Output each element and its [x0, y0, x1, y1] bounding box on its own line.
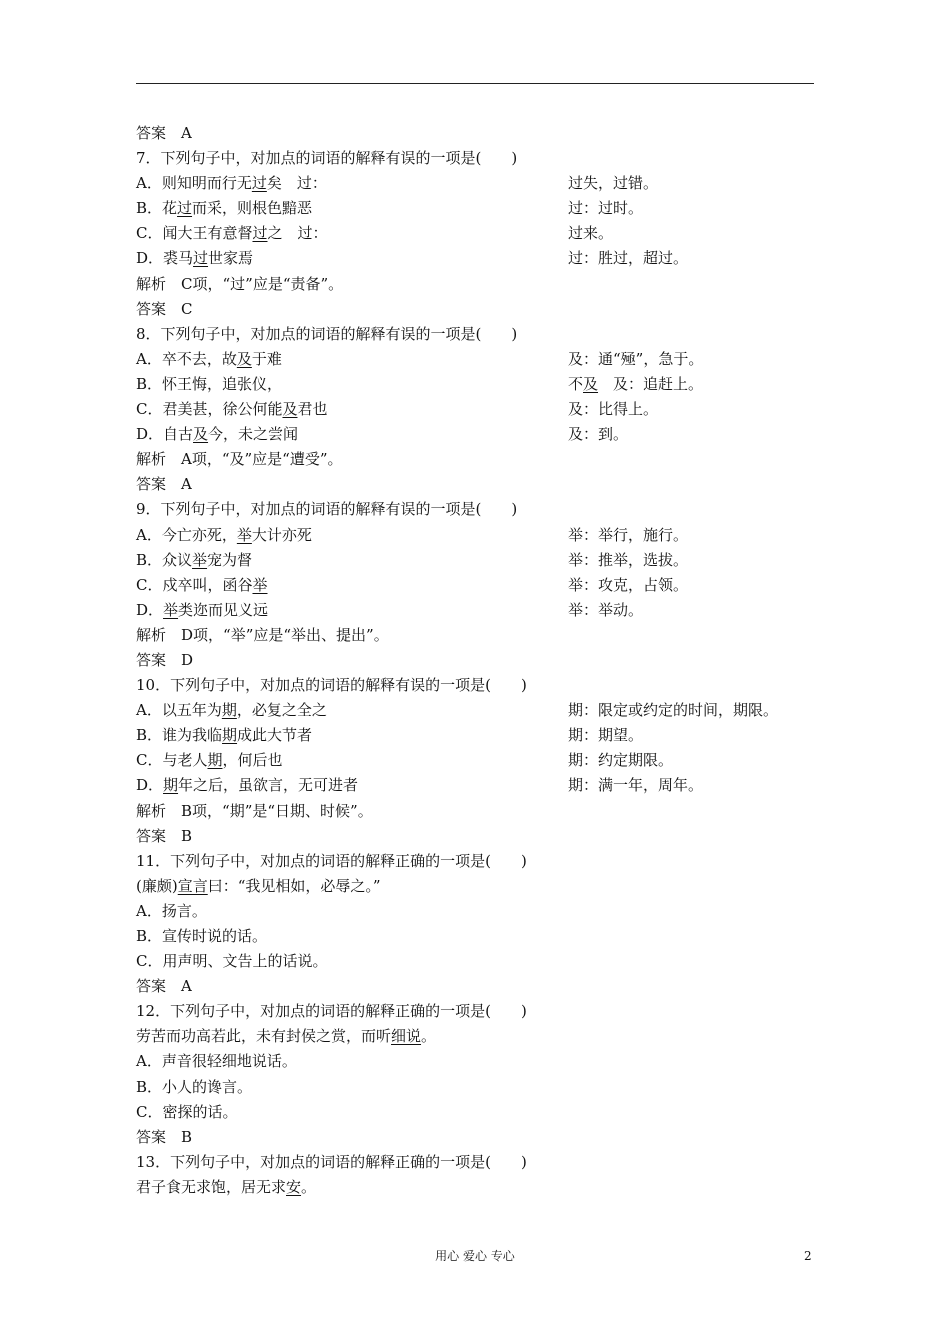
- explanation-text: 过来。: [568, 224, 614, 243]
- sentence-text: B．众议: [136, 550, 193, 569]
- explanation-text: 期：满一年，周年。: [568, 776, 704, 795]
- text-line: [136, 723, 826, 748]
- line-text: 13．下列句子中，对加点的词语的解释正确的一项是( ): [136, 1152, 527, 1171]
- dotted-word: 过: [251, 174, 267, 193]
- text-line: [136, 422, 826, 447]
- dotted-word: 及: [193, 425, 209, 444]
- sentence: [136, 1178, 316, 1196]
- explanation-text: 举：举行，施行。: [568, 525, 689, 544]
- explanation-text: 举：推举，选拔。: [568, 550, 689, 569]
- sentence-text: C．君美甚，徐公何能: [136, 400, 283, 419]
- sentence-text: D．: [136, 600, 164, 619]
- explanation-text: 举：举动。: [568, 600, 644, 619]
- line-text: C．密探的话。: [136, 1102, 238, 1121]
- line-text: 7．下列句子中，对加点的词语的解释有误的一项是( ): [136, 149, 518, 168]
- dotted-word: 期: [207, 751, 223, 770]
- explanation: [568, 723, 643, 748]
- text-line: [136, 924, 826, 949]
- text-line: [136, 497, 826, 522]
- sentence-text: ，何后也: [222, 751, 283, 770]
- text-line: [136, 1024, 826, 1049]
- line-text: 解析 B项，“期”是“日期、时候”。: [136, 801, 373, 820]
- explanation-text: 不: [568, 374, 584, 393]
- dotted-word: 及: [282, 400, 298, 419]
- explanation-text: 及：比得上。: [568, 400, 659, 419]
- explanation-text: 过：过时。: [568, 199, 644, 218]
- text-line: [136, 447, 826, 472]
- explanation: [568, 548, 688, 573]
- explanation: [568, 573, 688, 598]
- line-text: C．用声明、文告上的话说。: [136, 952, 328, 971]
- sentence-text: 大计亦死: [251, 525, 312, 544]
- text-line: [136, 899, 826, 924]
- sentence-text: C．戍卒叫，函谷: [136, 575, 253, 594]
- dotted-word: 期: [221, 701, 237, 720]
- sentence: [136, 249, 253, 267]
- explanation-text: 期：限定或约定的时间，期限。: [568, 701, 779, 720]
- sentence: [136, 174, 327, 192]
- explanation: [568, 397, 658, 422]
- sentence-text: A．以五年为: [136, 701, 222, 720]
- explanation-text: 过：胜过，超过。: [568, 249, 689, 268]
- explanation-text: 及：到。: [568, 425, 629, 444]
- sentence-text: B．谁为我临: [136, 726, 223, 745]
- text-line: [136, 472, 826, 497]
- explanation: [568, 698, 778, 723]
- text-line: [136, 1075, 826, 1100]
- dotted-word: 过: [177, 199, 193, 218]
- text-line: [136, 1125, 826, 1150]
- sentence-text: C．闻大王有意督: [136, 224, 253, 243]
- text-line: [136, 171, 826, 196]
- line-text: 答案 A: [136, 124, 192, 142]
- line-text: 答案 D: [136, 650, 194, 669]
- text-line: [136, 698, 826, 723]
- sentence-text: 类迩而见义远: [178, 600, 269, 619]
- explanation: [568, 171, 658, 196]
- explanation: [568, 372, 703, 397]
- sentence-text: 。: [421, 1027, 437, 1046]
- footer-slogan: 用心 爱心 专心: [435, 1249, 515, 1263]
- sentence-text: 君也: [297, 400, 328, 419]
- sentence-text: 之 过：: [267, 224, 328, 243]
- sentence: [136, 350, 282, 368]
- text-line: [136, 322, 826, 347]
- sentence: [136, 776, 358, 794]
- sentence: [136, 1027, 436, 1045]
- sentence-text: 于难: [251, 349, 282, 368]
- explanation: [568, 246, 688, 271]
- line-text: 答案 A: [136, 977, 192, 996]
- sentence-text: 矣 过：: [266, 174, 327, 193]
- sentence-text: B．花: [136, 199, 178, 218]
- text-line: [136, 1150, 826, 1175]
- sentence-text: 劳苦而功高若此，未有封侯之赏，而听: [136, 1027, 392, 1046]
- line-text: A．声音很轻细地说话。: [136, 1052, 297, 1071]
- explanation-text: 及：追赶上。: [598, 374, 704, 393]
- text-line: [136, 397, 826, 422]
- text-line: [136, 824, 826, 849]
- line-text: 解析 D项，“举”应是“举出、提出”。: [136, 625, 389, 644]
- sentence-text: 今，未之尝闻: [208, 425, 299, 444]
- explanation: [568, 748, 673, 773]
- sentence-text: B．怀王悔，追张仪，: [136, 374, 283, 393]
- sentence: [136, 701, 327, 719]
- line-text: 解析 A项，“及”应是“遭受”。: [136, 450, 343, 469]
- sentence-text: D．裘马: [136, 249, 194, 268]
- explanation-text: 期：约定期限。: [568, 751, 674, 770]
- sentence-text: 世家焉: [208, 249, 254, 268]
- explanation: [568, 773, 703, 798]
- sentence-text: 。: [301, 1177, 317, 1196]
- text-line: [136, 874, 826, 899]
- explanation-text: 过失，过错。: [568, 174, 659, 193]
- text-line: [136, 573, 826, 598]
- line-text: 解析 C项，“过”应是“责备”。: [136, 274, 344, 293]
- page-number: 2: [804, 1249, 812, 1263]
- text-line: [136, 297, 826, 322]
- sentence-text: 曰：“我见相如，必辱之。”: [207, 876, 381, 895]
- explanation: [568, 523, 688, 548]
- explanation: [568, 221, 613, 246]
- text-line: [136, 748, 826, 773]
- sentence-text: 而采，则根色黯恶: [192, 199, 313, 218]
- line-text: B．小人的谗言。: [136, 1077, 253, 1096]
- text-line: [136, 799, 826, 824]
- line-text: A．扬言。: [136, 901, 207, 920]
- text-line: [136, 773, 826, 798]
- text-line: [136, 673, 826, 698]
- sentence-text: A．今亡亦死，: [136, 525, 237, 544]
- text-line: [136, 598, 826, 623]
- text-line: [136, 648, 826, 673]
- sentence: [136, 224, 328, 242]
- dotted-word: 安: [286, 1177, 302, 1196]
- text-line: [136, 246, 826, 271]
- text-line: [136, 121, 826, 146]
- explanation: [568, 347, 703, 372]
- line-text: 答案 C: [136, 299, 193, 318]
- sentence: [136, 877, 381, 895]
- text-line: [136, 548, 826, 573]
- text-line: [136, 221, 826, 246]
- sentence-text: 君子食无求饱，居无求: [136, 1177, 287, 1196]
- text-line: [136, 347, 826, 372]
- sentence: [136, 400, 328, 418]
- explanation: [568, 196, 643, 221]
- dotted-word: 期: [163, 776, 179, 795]
- sentence-text: 宠为督: [207, 550, 253, 569]
- sentence: [136, 551, 252, 569]
- dotted-word: 举: [192, 550, 208, 569]
- dotted-word: 细说: [391, 1027, 422, 1046]
- text-line: [136, 1100, 826, 1125]
- sentence: [136, 751, 283, 769]
- text-line: [136, 623, 826, 648]
- sentence: [136, 375, 282, 393]
- line-text: 9．下列句子中，对加点的词语的解释有误的一项是( ): [136, 500, 518, 519]
- sentence-text: (廉颇): [136, 876, 178, 895]
- line-text: B．宣传时说的话。: [136, 927, 268, 945]
- sentence-text: 年之后，虽欲言，无可进者: [178, 776, 359, 795]
- sentence: [136, 576, 268, 594]
- sentence: [136, 425, 298, 443]
- dotted-word: 过: [252, 224, 268, 243]
- text-line: [136, 1175, 826, 1200]
- sentence-text: A．则知明而行无: [136, 174, 252, 193]
- line-text: 8．下列句子中，对加点的词语的解释有误的一项是( ): [136, 324, 518, 343]
- dotted-word: 过: [193, 249, 209, 268]
- text-line: [136, 372, 826, 397]
- text-line: [136, 849, 826, 874]
- explanation: [568, 422, 628, 447]
- line-text: 答案 B: [136, 1127, 193, 1146]
- dotted-word: 期: [222, 726, 238, 745]
- sentence-text: C．与老人: [136, 751, 208, 770]
- sentence: [136, 601, 268, 619]
- document-body: [136, 121, 826, 1200]
- line-text: 答案 A: [136, 475, 192, 494]
- explanation: [568, 598, 643, 623]
- sentence-text: ，必复之全之: [236, 701, 327, 720]
- dotted-word: 举: [236, 525, 252, 544]
- explanation-text: 期：期望。: [568, 726, 644, 745]
- sentence-text: D．: [136, 776, 164, 795]
- line-text: 答案 B: [136, 826, 193, 845]
- dotted-word: 举: [252, 575, 268, 594]
- text-line: [136, 146, 826, 171]
- text-line: [136, 272, 826, 297]
- header-rule: [136, 83, 814, 84]
- text-line: [136, 974, 826, 999]
- sentence-text: D．自古: [136, 425, 194, 444]
- text-line: [136, 1049, 826, 1074]
- explanation-text: 举：攻克，占领。: [568, 575, 689, 594]
- text-line: [136, 523, 826, 548]
- line-text: 12．下列句子中，对加点的词语的解释正确的一项是( ): [136, 1002, 527, 1021]
- text-line: [136, 999, 826, 1024]
- dotted-word: 举: [163, 600, 179, 619]
- sentence: [136, 199, 312, 217]
- dotted-word: 宣言: [177, 876, 208, 895]
- sentence: [136, 726, 312, 744]
- sentence-text: 成此大节者: [237, 726, 313, 745]
- sentence-text: A．卒不去，故: [136, 349, 237, 368]
- line-text: 10．下列句子中，对加点的词语的解释有误的一项是( ): [136, 676, 527, 695]
- dotted-word: 及: [236, 349, 252, 368]
- text-line: [136, 196, 826, 221]
- text-line: [136, 949, 826, 974]
- dotted-word: 及: [583, 374, 599, 393]
- line-text: 11．下列句子中，对加点的词语的解释正确的一项是( ): [136, 851, 527, 870]
- explanation-text: 及：通“殛”，急于。: [568, 349, 704, 368]
- sentence: [136, 526, 312, 544]
